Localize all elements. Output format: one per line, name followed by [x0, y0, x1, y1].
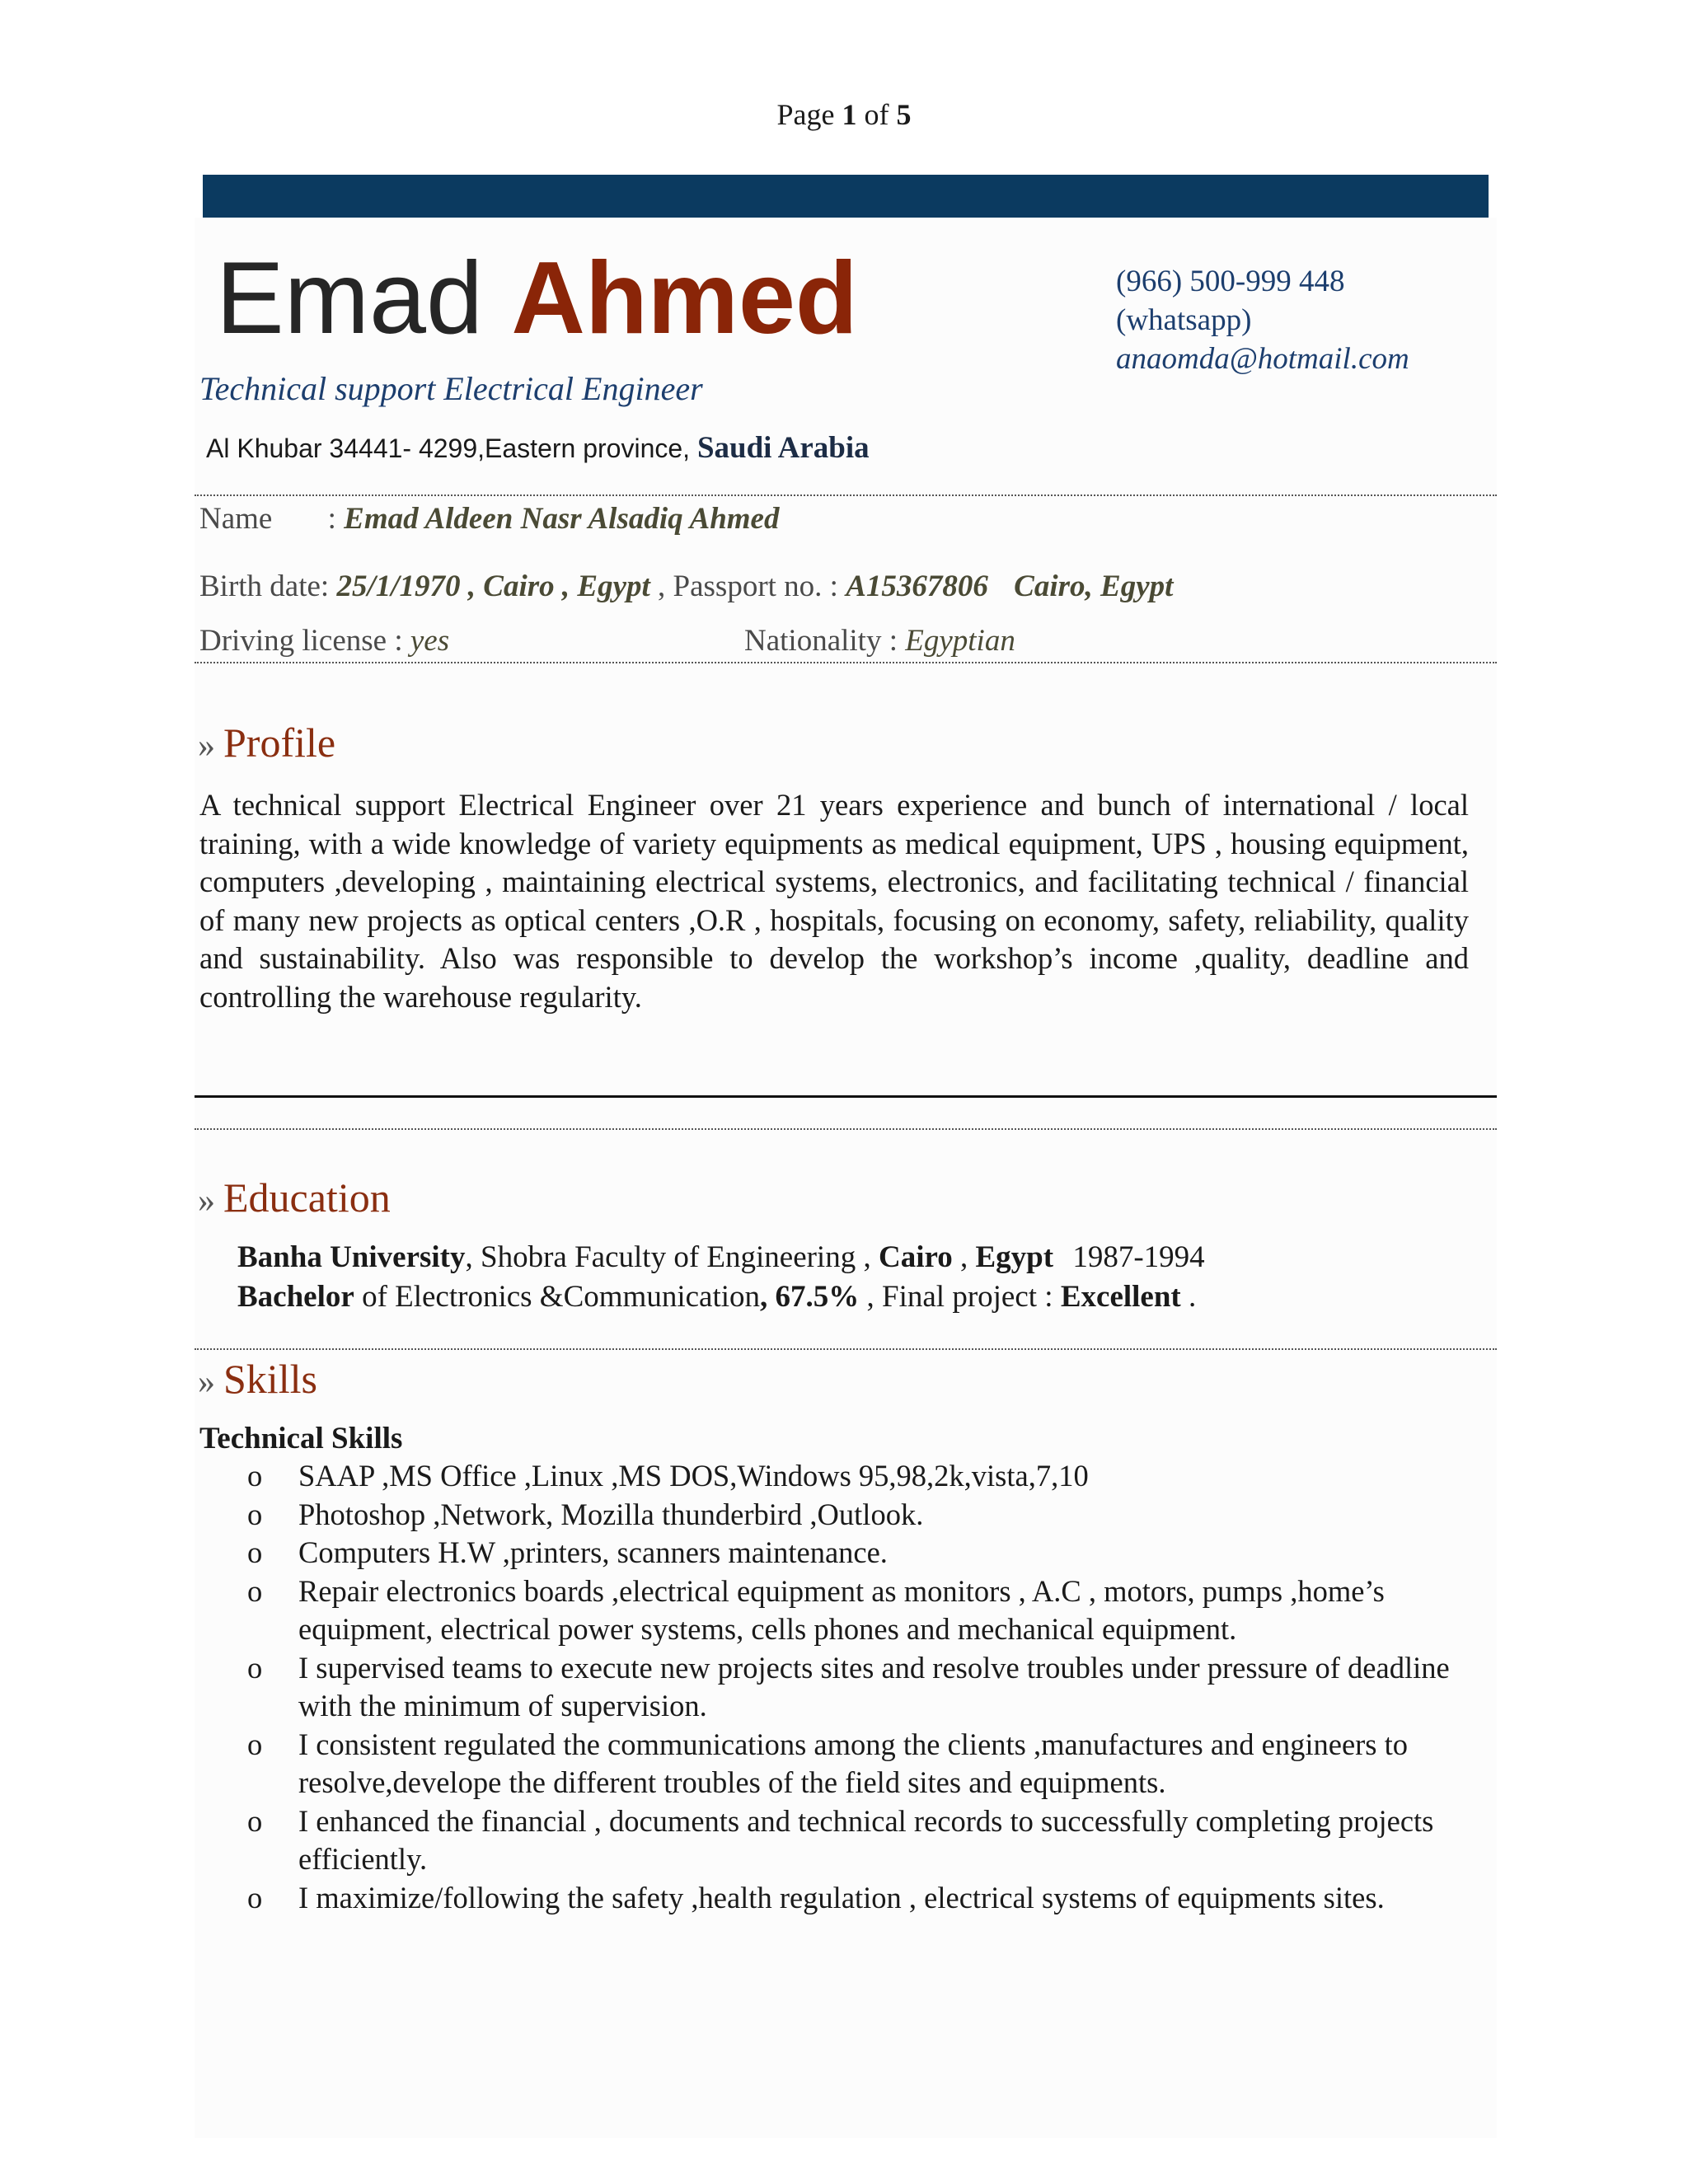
info-nationality	[744, 623, 1015, 658]
bullet-icon: o	[247, 1573, 263, 1608]
address-country: Saudi Arabia	[696, 431, 870, 465]
driving-value: yes	[410, 624, 450, 658]
bullet-icon: o	[247, 1727, 263, 1761]
chevron-icon: »	[198, 1363, 215, 1401]
skill-text: I supervised teams to execute new projects sites and resolve troubles under pressure of deadline with the minimum of supervision.	[298, 1650, 1450, 1722]
skill-text: Photoshop ,Network, Mozilla thunderbird ,Outlook.	[298, 1497, 924, 1531]
divider	[195, 662, 1497, 663]
birth-label: Birth date:	[199, 569, 330, 603]
divider	[195, 1095, 1497, 1098]
page-of: of	[864, 98, 889, 131]
info-driving-row	[199, 623, 449, 658]
list-item	[247, 1496, 1484, 1535]
edu-years: 1987-1994	[1072, 1240, 1205, 1274]
bullet-icon: o	[247, 1803, 263, 1838]
education-line-2	[237, 1279, 1196, 1315]
edu-country: Egypt	[975, 1240, 1054, 1274]
page-label: Page	[776, 98, 835, 131]
bullet-icon: o	[247, 1497, 263, 1531]
chevron-icon: »	[198, 727, 215, 765]
profile-text: A technical support Electrical Engineer over 21 years experience and bunch of international / local training, with a wide knowledge of variety equipments as medical equipment, UPS , housing equipment, computers ,developing , maintaining electrical systems, electronics, and facilitating technical / financial of many new projects as optical centers ,O.R , hospitals, focusing on economy, safety, reliability, quality and sustainability. Also was responsible to develop the workshop’s income ,quality, deadline and controlling the warehouse regularity.	[199, 788, 1469, 1014]
skills-heading-text: Skills	[223, 1356, 317, 1402]
list-item	[247, 1726, 1484, 1802]
grade-sep: ,	[760, 1280, 768, 1314]
skill-text: I maximize/following the safety ,health regulation , electrical systems of equipments sites.	[298, 1880, 1385, 1915]
passport-label: , Passport no. :	[658, 569, 838, 603]
skills-list	[247, 1457, 1484, 1917]
list-item	[247, 1802, 1484, 1879]
address-line: Al Khubar 34441- 4299,Eastern province,	[206, 434, 691, 463]
nationality-value: Egyptian	[905, 624, 1015, 658]
edu-comma: ,	[959, 1240, 968, 1274]
name-sep: :	[327, 502, 336, 536]
education-heading-text: Education	[223, 1174, 391, 1221]
university: Banha University	[237, 1240, 466, 1274]
list-item	[247, 1879, 1484, 1918]
job-title: Technical support Electrical Engineer	[199, 370, 703, 407]
passport-number-value: A15367806	[846, 569, 988, 603]
phone-number: (966) 500-999 448	[1116, 265, 1345, 298]
info-birth-row	[199, 569, 1173, 604]
skill-text: SAAP ,MS Office ,Linux ,MS DOS,Windows 95,98,2k,vista,7,10	[298, 1459, 1089, 1493]
divider	[195, 1348, 1497, 1350]
skill-text: Repair electronics boards ,electrical equipment as monitors , A.C , motors, pumps ,home’s equipment, electrical power systems, cells phones and mechanical equipment.	[298, 1573, 1385, 1646]
grade: 67.5%	[775, 1280, 860, 1314]
passport-place-value: Cairo, Egypt	[1014, 569, 1174, 603]
address	[206, 430, 870, 466]
info-name-row	[199, 501, 779, 537]
skill-text: I consistent regulated the communications among the clients ,manufactures and engineers to resolve,develope the different troubles of the field sites and equipments.	[298, 1727, 1409, 1799]
skill-text: Computers H.W ,printers, scanners maintenance.	[298, 1535, 888, 1569]
list-item	[247, 1572, 1484, 1649]
edu-end: .	[1180, 1280, 1197, 1314]
candidate-name	[216, 241, 858, 355]
project-label: , Final project :	[859, 1280, 1053, 1314]
email-address[interactable]: anaomda@hotmail.com	[1116, 342, 1409, 376]
birth-place-value: , Cairo , Egypt	[467, 569, 650, 603]
list-item	[247, 1534, 1484, 1572]
page-number	[0, 97, 1688, 132]
major: of Electronics &Communication	[354, 1280, 761, 1314]
full-name-value: Emad Aldeen Nasr Alsadiq Ahmed	[344, 502, 780, 536]
page-total: 5	[896, 98, 912, 131]
education-line-1	[237, 1240, 1205, 1275]
list-item	[247, 1649, 1484, 1726]
divider	[195, 1128, 1497, 1130]
profile-heading	[198, 719, 335, 766]
chevron-icon: »	[198, 1182, 215, 1220]
driving-label: Driving license :	[199, 624, 403, 658]
bullet-icon: o	[247, 1880, 263, 1915]
divider	[195, 494, 1497, 496]
faculty: , Shobra Faculty of Engineering ,	[465, 1240, 871, 1274]
bullet-icon: o	[247, 1650, 263, 1685]
degree: Bachelor	[237, 1280, 354, 1314]
profile-heading-text: Profile	[223, 719, 336, 766]
project-value: Excellent	[1060, 1280, 1181, 1314]
first-name: Emad	[216, 241, 483, 355]
skill-text: I enhanced the financial , documents and technical records to successfully completing projects efficiently.	[298, 1803, 1434, 1876]
edu-city: Cairo	[878, 1240, 953, 1274]
education-heading	[198, 1174, 391, 1221]
bullet-icon: o	[247, 1535, 263, 1569]
birth-date-value: 25/1/1970	[336, 569, 461, 603]
name-label: Name	[199, 502, 273, 536]
phone-note: (whatsapp)	[1116, 303, 1252, 337]
page-current: 1	[842, 98, 857, 131]
last-name: Ahmed	[511, 241, 858, 355]
contact-block	[1116, 262, 1409, 378]
skills-heading	[198, 1355, 317, 1403]
technical-skills-heading: Technical Skills	[199, 1422, 403, 1455]
header-bar	[203, 175, 1489, 218]
nationality-label: Nationality :	[744, 624, 898, 658]
list-item	[247, 1457, 1484, 1496]
bullet-icon: o	[247, 1459, 263, 1493]
